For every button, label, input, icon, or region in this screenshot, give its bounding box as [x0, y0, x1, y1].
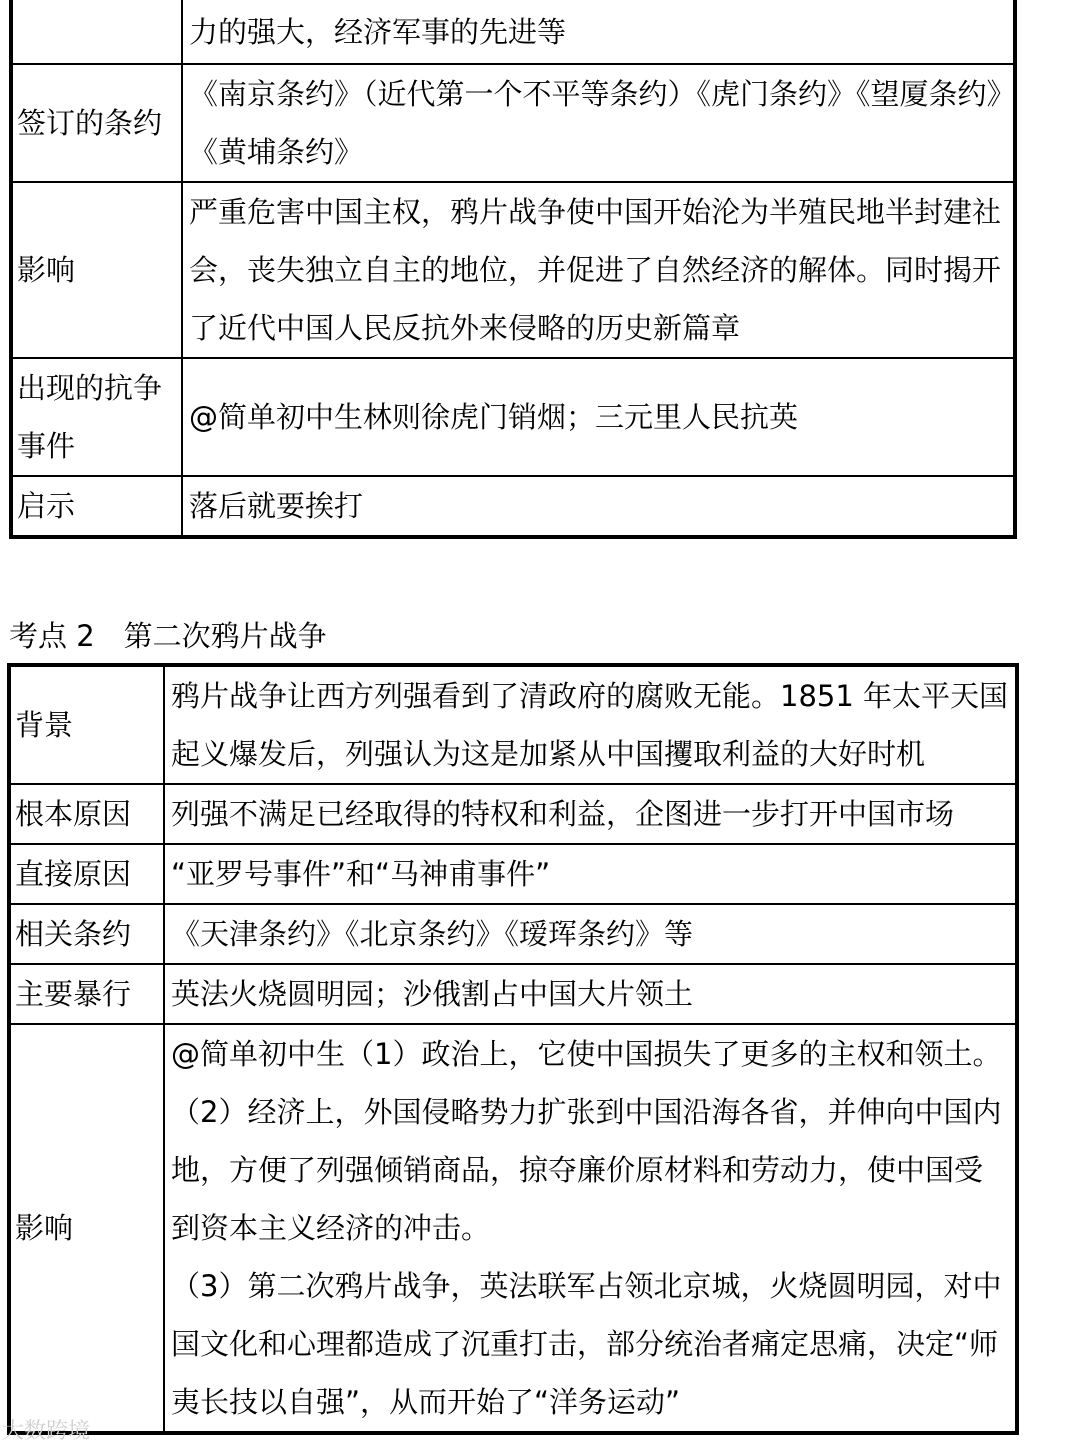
row-content-root-cause: 列强不满足已经取得的特权和利益，企图进一步打开中国市场	[164, 784, 1017, 844]
table-row	[11, 358, 1015, 476]
row-label-root-cause: 根本原因	[9, 784, 164, 844]
table-row	[9, 904, 1017, 964]
table-row	[9, 784, 1017, 844]
impact-paragraph-2: （2）经济上，外国侵略势力扩张到中国沿海各省，并伸向中国内地，方便了列强倾销商品，掠夺廉价原材料和劳动力，使中国受到资本主义经济的冲击。	[171, 1095, 1002, 1245]
row-label	[11, 0, 182, 64]
impact-paragraph-3: （3）第二次鸦片战争，英法联军占领北京城，火烧圆明园，对中国文化和心理都造成了沉重打击，部分统治者痛定思痛，决定“师夷长技以自强”，从而开始了“洋务运动”	[171, 1269, 1002, 1419]
row-label-direct-cause: 直接原因	[9, 844, 164, 904]
row-label-background: 背景	[9, 665, 164, 784]
row-content-treaties: 《南京条约》（近代第一个不平等条约）《虎门条约》《望厦条约》《黄埔条约》	[182, 64, 1015, 182]
table-row	[9, 1024, 1017, 1433]
section-heading: 考点 2 第二次鸦片战争	[9, 619, 327, 653]
row-label-impact: 影响	[11, 182, 182, 358]
row-content-impact: 严重危害中国主权，鸦片战争使中国开始沦为半殖民地半封建社会，丧失独立自主的地位，并促进了自然经济的解体。同时揭开了近代中国人民反抗外来侵略的历史新篇章	[182, 182, 1015, 358]
table-row	[11, 64, 1015, 182]
table-row	[9, 844, 1017, 904]
table-row	[11, 476, 1015, 537]
row-label-atrocities: 主要暴行	[9, 964, 164, 1024]
row-label-struggle-events: 出现的抗争事件	[11, 358, 182, 476]
row-content-background: 鸦片战争让西方列强看到了清政府的腐败无能。1851 年太平天国起义爆发后，列强认为这是加紧从中国攫取利益的大好时机	[164, 665, 1017, 784]
row-content-direct-cause: “亚罗号事件”和“马神甫事件”	[164, 844, 1017, 904]
row-content-treaties: 《天津条约》《北京条约》《瑷珲条约》等	[164, 904, 1017, 964]
table-row	[11, 182, 1015, 358]
row-content: 力的强大，经济军事的先进等	[182, 0, 1015, 64]
row-content-lesson: 落后就要挨打	[182, 476, 1015, 537]
first-opium-war-table	[9, 0, 1017, 539]
row-label-impact: 影响	[9, 1024, 164, 1433]
table-row	[9, 964, 1017, 1024]
row-label-treaties: 签订的条约	[11, 64, 182, 182]
row-label-treaties: 相关条约	[9, 904, 164, 964]
second-opium-war-table	[7, 663, 1019, 1435]
row-content-impact	[164, 1024, 1017, 1433]
table-row	[9, 665, 1017, 784]
impact-paragraph-1: @简单初中生（1）政治上，它使中国损失了更多的主权和领土。	[171, 1037, 1002, 1071]
row-content-atrocities: 英法火烧圆明园；沙俄割占中国大片领土	[164, 964, 1017, 1024]
row-label-lesson: 启示	[11, 476, 182, 537]
watermark: 大数跨境	[2, 1419, 91, 1444]
table-row	[11, 0, 1015, 64]
row-content-struggle-events: @简单初中生林则徐虎门销烟；三元里人民抗英	[182, 358, 1015, 476]
